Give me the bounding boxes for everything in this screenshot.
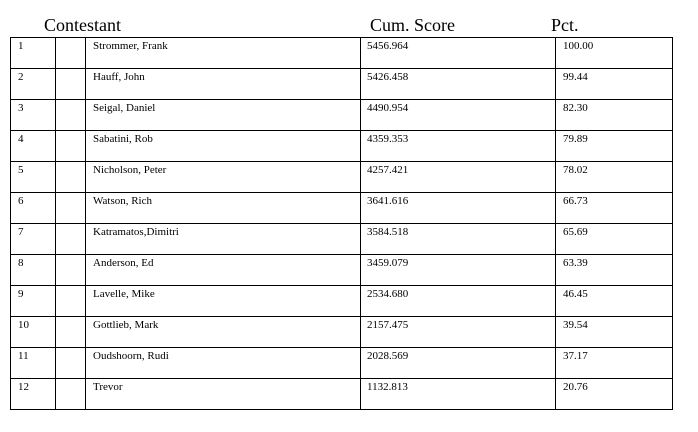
- contestant-name-cell: [86, 348, 361, 379]
- cum-score-cell: [361, 317, 556, 348]
- rank-text: 12: [18, 381, 29, 393]
- contestant-name-text: Trevor: [93, 381, 123, 393]
- blank-cell: [56, 131, 86, 162]
- pct-cell: [556, 286, 673, 317]
- rank-cell: [11, 162, 56, 193]
- rank-text: 1: [18, 40, 24, 52]
- pct-text: 39.54: [563, 319, 588, 331]
- contestant-name-cell: [86, 224, 361, 255]
- cum-score-text: 4257.421: [367, 164, 409, 176]
- contestant-name-text: Anderson, Ed: [93, 257, 154, 269]
- table-row: [11, 100, 673, 131]
- contestant-name-cell: [86, 379, 361, 410]
- cum-score-text: 2028.569: [367, 350, 409, 362]
- rank-cell: [11, 100, 56, 131]
- cum-score-cell: [361, 255, 556, 286]
- pct-text: 82.30: [563, 102, 588, 114]
- contestant-name-text: Lavelle, Mike: [93, 288, 155, 300]
- blank-cell: [56, 255, 86, 286]
- contestant-name-text: Seigal, Daniel: [93, 102, 156, 114]
- cum-score-text: 2534.680: [367, 288, 409, 300]
- table-row: [11, 69, 673, 100]
- blank-cell: [56, 379, 86, 410]
- pct-cell: [556, 69, 673, 100]
- pct-text: 99.44: [563, 71, 588, 83]
- rank-cell: [11, 317, 56, 348]
- results-table-body: [11, 38, 673, 410]
- contestant-name-cell: [86, 131, 361, 162]
- contestant-name-text: Hauff, John: [93, 71, 145, 83]
- rank-cell: [11, 255, 56, 286]
- pct-text: 20.76: [563, 381, 588, 393]
- contestant-name-text: Sabatini, Rob: [93, 133, 153, 145]
- cum-score-text: 5456.964: [367, 40, 409, 52]
- cum-score-cell: [361, 38, 556, 69]
- rank-cell: [11, 38, 56, 69]
- blank-cell: [56, 69, 86, 100]
- cum-score-text: 1132.813: [367, 381, 408, 393]
- header-contestant: Contestant: [44, 15, 121, 35]
- contestant-name-text: Strommer, Frank: [93, 40, 168, 52]
- rank-cell: [11, 348, 56, 379]
- pct-cell: [556, 348, 673, 379]
- rank-text: 8: [18, 257, 24, 269]
- table-row: [11, 348, 673, 379]
- table-row: [11, 317, 673, 348]
- header-pct: Pct.: [551, 15, 579, 35]
- contestant-name-text: Katramatos,Dimitri: [93, 226, 179, 238]
- table-row: [11, 38, 673, 69]
- pct-text: 65.69: [563, 226, 588, 238]
- cum-score-text: 4490.954: [367, 102, 409, 114]
- pct-text: 100.00: [563, 40, 594, 52]
- cum-score-text: 5426.458: [367, 71, 409, 83]
- table-row: [11, 286, 673, 317]
- cum-score-text: 3459.079: [367, 257, 409, 269]
- cum-score-cell: [361, 286, 556, 317]
- contestant-name-cell: [86, 38, 361, 69]
- pct-text: 78.02: [563, 164, 588, 176]
- table-row: [11, 162, 673, 193]
- cum-score-cell: [361, 348, 556, 379]
- blank-cell: [56, 193, 86, 224]
- blank-cell: [56, 286, 86, 317]
- rank-text: 7: [18, 226, 24, 238]
- rank-cell: [11, 286, 56, 317]
- rank-cell: [11, 224, 56, 255]
- pct-cell: [556, 38, 673, 69]
- cum-score-cell: [361, 379, 556, 410]
- blank-cell: [56, 100, 86, 131]
- pct-text: 37.17: [563, 350, 588, 362]
- cum-score-cell: [361, 162, 556, 193]
- contestant-name-cell: [86, 255, 361, 286]
- pct-cell: [556, 100, 673, 131]
- contestant-name-cell: [86, 286, 361, 317]
- pct-text: 66.73: [563, 195, 588, 207]
- table-row: [11, 193, 673, 224]
- cum-score-cell: [361, 69, 556, 100]
- contestant-name-cell: [86, 69, 361, 100]
- pct-text: 46.45: [563, 288, 588, 300]
- rank-cell: [11, 131, 56, 162]
- table-row: [11, 379, 673, 410]
- contestant-name-cell: [86, 100, 361, 131]
- header-cum-score: Cum. Score: [370, 15, 455, 35]
- pct-text: 79.89: [563, 133, 588, 145]
- table-row: [11, 224, 673, 255]
- rank-cell: [11, 193, 56, 224]
- rank-text: 2: [18, 71, 24, 83]
- rank-cell: [11, 69, 56, 100]
- rank-text: 11: [18, 350, 29, 362]
- contestant-name-text: Watson, Rich: [93, 195, 152, 207]
- results-table: [10, 37, 673, 410]
- cum-score-text: 4359.353: [367, 133, 409, 145]
- rank-text: 6: [18, 195, 24, 207]
- rank-text: 3: [18, 102, 24, 114]
- pct-cell: [556, 379, 673, 410]
- table-row: [11, 131, 673, 162]
- pct-text: 63.39: [563, 257, 588, 269]
- pct-cell: [556, 193, 673, 224]
- blank-cell: [56, 348, 86, 379]
- rank-text: 4: [18, 133, 24, 145]
- blank-cell: [56, 317, 86, 348]
- cum-score-text: 3584.518: [367, 226, 409, 238]
- pct-cell: [556, 317, 673, 348]
- cum-score-cell: [361, 193, 556, 224]
- blank-cell: [56, 162, 86, 193]
- cum-score-text: 2157.475: [367, 319, 409, 331]
- pct-cell: [556, 131, 673, 162]
- cum-score-text: 3641.616: [367, 195, 409, 207]
- blank-cell: [56, 224, 86, 255]
- blank-cell: [56, 38, 86, 69]
- rank-text: 5: [18, 164, 24, 176]
- table-row: [11, 255, 673, 286]
- pct-cell: [556, 255, 673, 286]
- cum-score-cell: [361, 131, 556, 162]
- contestant-name-text: Nicholson, Peter: [93, 164, 167, 176]
- contestant-name-text: Gottlieb, Mark: [93, 319, 159, 331]
- cum-score-cell: [361, 224, 556, 255]
- contestant-name-cell: [86, 162, 361, 193]
- cum-score-cell: [361, 100, 556, 131]
- contestant-name-cell: [86, 317, 361, 348]
- pct-cell: [556, 162, 673, 193]
- rank-cell: [11, 379, 56, 410]
- contestant-name-text: Oudshoorn, Rudi: [93, 350, 169, 362]
- rank-text: 10: [18, 319, 29, 331]
- contestant-name-cell: [86, 193, 361, 224]
- rank-text: 9: [18, 288, 24, 300]
- pct-cell: [556, 224, 673, 255]
